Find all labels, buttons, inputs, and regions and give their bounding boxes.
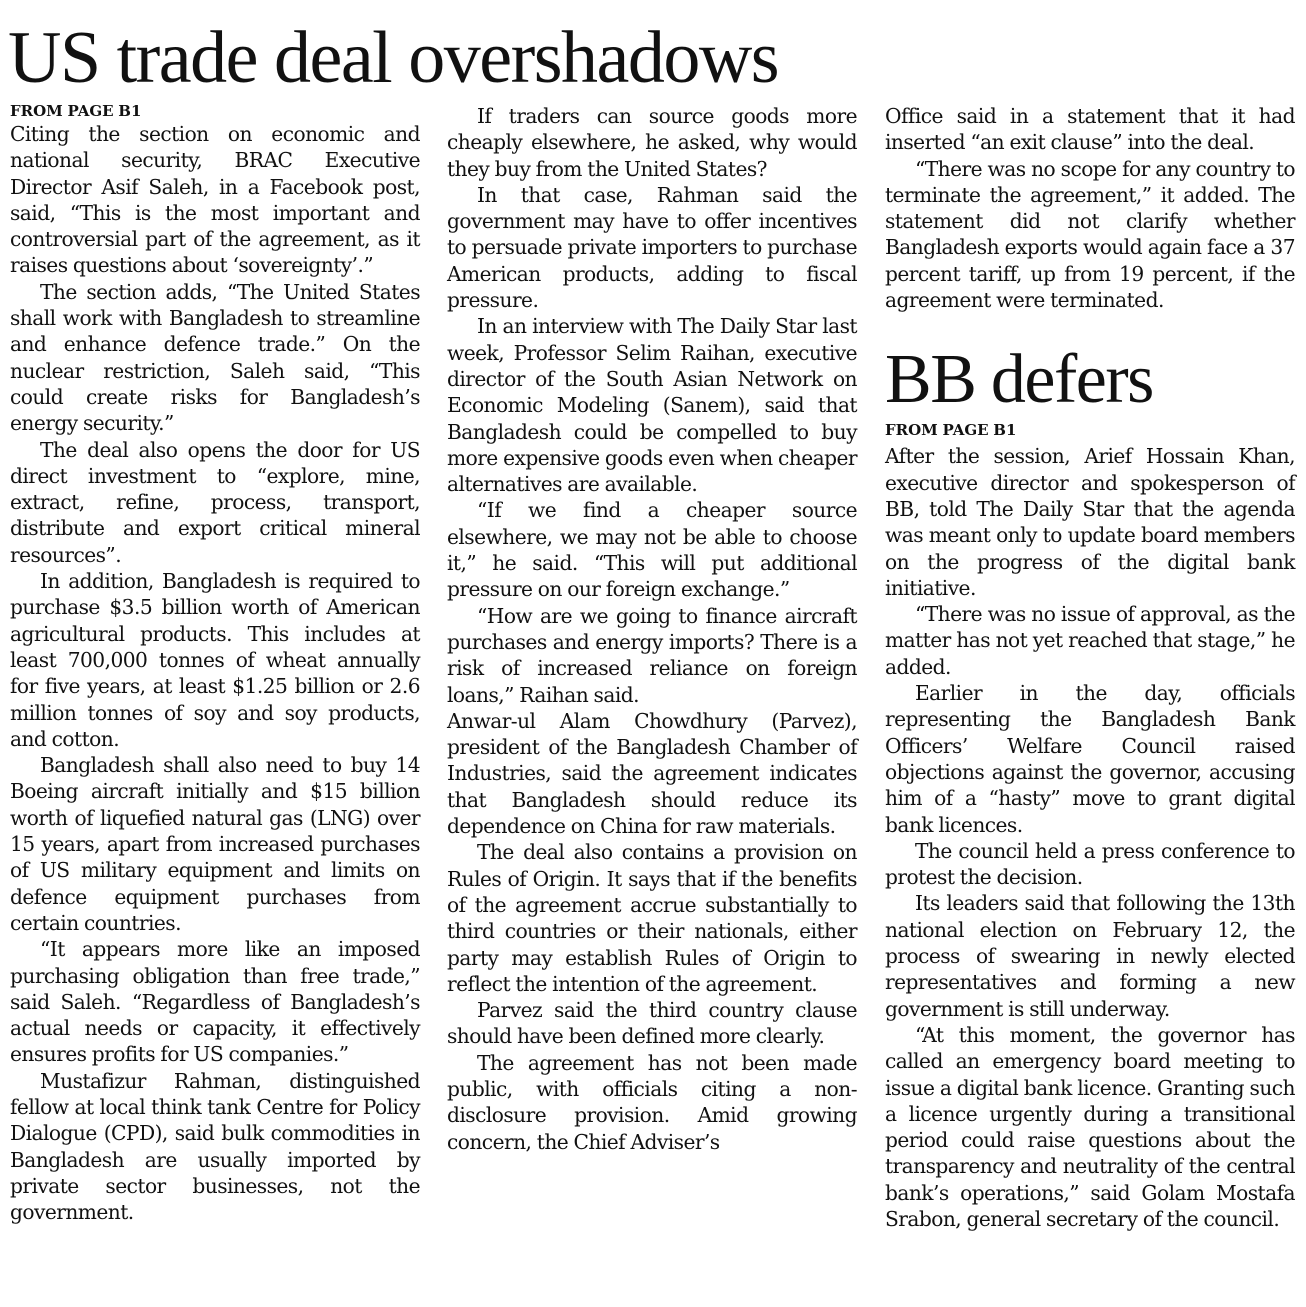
article-column-2 [447, 103, 857, 1155]
article-column-3 [885, 103, 1295, 1232]
paragraph: In addition, Bangladesh is required to purchase $3.5 billion worth of American agricultural products. This includes at least 700,000 tonnes of wheat annually for five years, at least $1.25 billion or 2.6 million tonnes of soy and soy products, and cotton. [10, 569, 420, 751]
paragraph: “How are we going to finance aircraft purchases and energy imports? There is a risk of increased reliance on foreign loans,” Raihan said. [447, 603, 857, 707]
paragraph: In that case, Rahman said the government may have to offer incentives to persuade private importers to purchase American products, adding to fiscal pressure. [447, 182, 857, 313]
paragraph: In an interview with The Daily Star last week, Professor Selim Raihan, executive director of the South Asian Network on Economic Modeling (Sanem), said that Bangladesh could be compelled to buy more expensive goods even when cheaper alternatives are available. [447, 314, 857, 497]
paragraph: The deal also contains a provision on Rules of Origin. It says that if the benefits of the agreement accrue substantially to third countries or their nationals, either party may establish Rules of Origin to reflect the intention of the agreement. [447, 840, 857, 996]
article-column-1 [10, 103, 420, 1225]
paragraph: “There was no issue of approval, as the matter has not yet reached that stage,” he added. [885, 602, 1295, 679]
paragraph: The council held a press conference to protest the decision. [885, 838, 1295, 890]
paragraph: The agreement has not been made public, with officials citing a non-disclosure provision. Amid growing concern, the Chief Adviser’s [447, 1050, 857, 1154]
paragraph: After the session, Arief Hossain Khan, executive director and spokesperson of BB, told The Daily Star that the agenda was meant only to update board members on the progress of the digital bank initiative. [885, 444, 1295, 600]
paragraph: The deal also opens the door for US direct investment to “explore, mine, extract, refine, process, transport, distribute and export critical mineral resources”. [10, 437, 420, 567]
from-page-kicker: FROM PAGE B1 [10, 102, 142, 120]
paragraph: Office said in a statement that it had inserted “an exit clause” into the deal. [885, 104, 1295, 155]
article-headline-us-trade-deal: US trade deal overshadows [8, 17, 779, 99]
paragraph: “It appears more like an imposed purchasing obligation than free trade,” said Saleh. “Regardless of Bangladesh’s actual needs or capacity, it effectively ensures profits for US companies.” [10, 937, 420, 1067]
paragraph: The section adds, “The United States shall work with Bangladesh to streamline and enhance defence trade.” On the nuclear restriction, Saleh said, “This could create risks for Bangladesh’s energy security.” [10, 279, 420, 436]
paragraph: Bangladesh shall also need to buy 14 Boeing aircraft initially and $15 billion worth of liquefied natural gas (LNG) over 15 years, apart from increased purchases of US military equipment and limits on defence equipment purchases from certain countries. [10, 753, 420, 935]
paragraph: “At this moment, the governor has called an emergency board meeting to issue a digital bank licence. Granting such a licence urgently during a transitional period could raise questions about the transparency and neutrality of the central bank’s operations,” said Golam Mostafa Srabon, general secretary of the council. [885, 1022, 1295, 1231]
paragraph: “If we find a cheaper source elsewhere, we may not be able to choose it,” he said. “This will put additional pressure on our foreign exchange.” [447, 498, 857, 602]
from-page-kicker: FROM PAGE B1 [885, 421, 1017, 440]
paragraph: Citing the section on economic and national security, BRAC Executive Director Asif Saleh, in a Facebook post, said, “This is the most important and controversial part of the agreement, as it raises questions about ‘sovereignty’.” [10, 122, 420, 278]
paragraph: Anwar-ul Alam Chowdhury (Parvez), president of the Bangladesh Chamber of Industries, said the agreement indicates that Bangladesh should reduce its dependence on China for raw materials. [447, 708, 857, 839]
paragraph: “There was no scope for any country to terminate the agreement,” it added. The statement did not clarify whether Bangladesh exports would again face a 37 percent tariff, up from 19 percent, if the agreement were terminated. [885, 156, 1295, 313]
paragraph: If traders can source goods more cheaply elsewhere, he asked, why would they buy from the United States? [447, 104, 857, 181]
paragraph: Parvez said the third country clause should have been defined more clearly. [447, 998, 857, 1049]
article-headline-bb-defers: BB defers [885, 341, 1153, 419]
paragraph: Earlier in the day, officials representing the Bangladesh Bank Officers’ Welfare Council raised objections against the governor, accusing him of a “hasty” move to grant digital bank licences. [885, 681, 1295, 837]
paragraph: Mustafizur Rahman, distinguished fellow at local think tank Centre for Policy Dialogue (CPD), said bulk commodities in Bangladesh are usually imported by private sector businesses, not the government. [10, 1068, 420, 1225]
paragraph: Its leaders said that following the 13th national election on February 12, the process of swearing in newly elected representatives and forming a new government is still underway. [885, 891, 1295, 1021]
